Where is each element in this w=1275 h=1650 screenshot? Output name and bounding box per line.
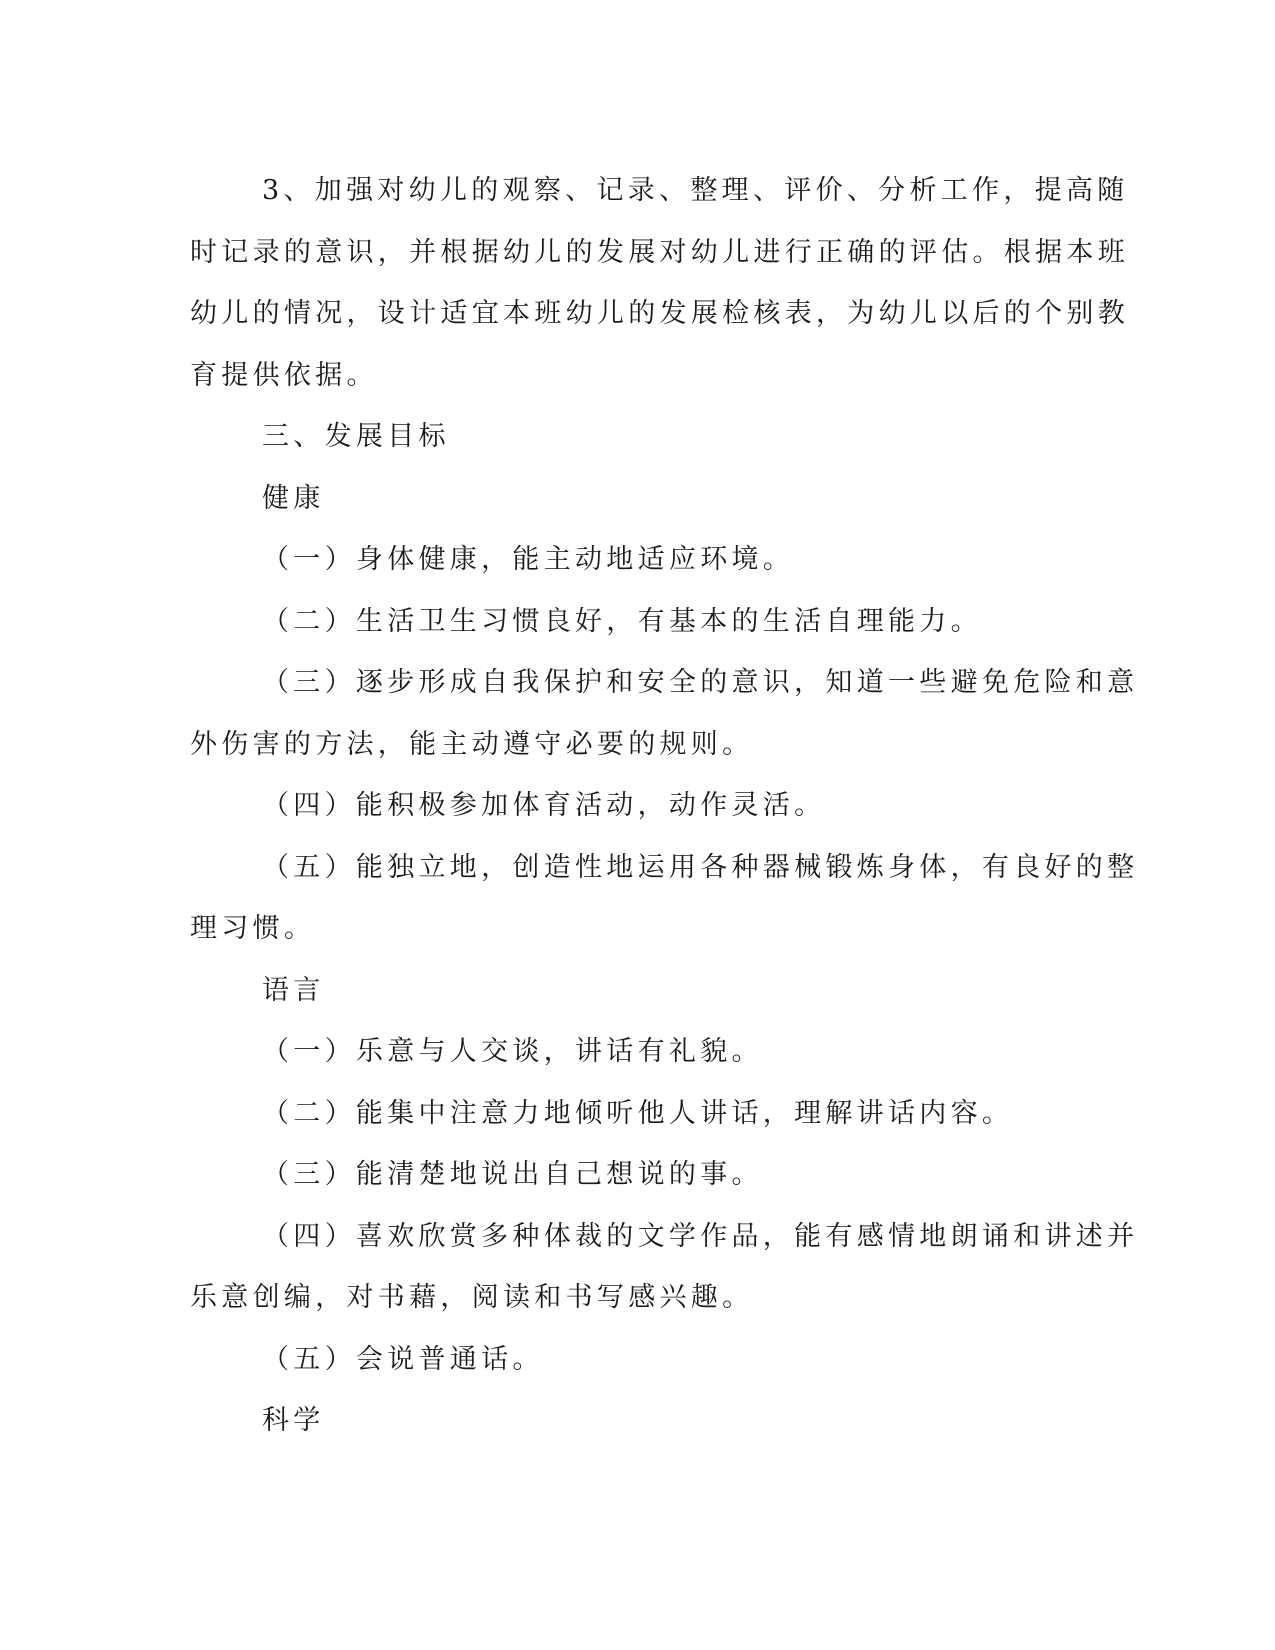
subsection-heading-language: 语言: [262, 974, 325, 1006]
list-item: （四）喜欢欣赏多种体裁的文学作品，能有感情地朗诵和讲述并: [262, 1220, 1139, 1252]
list-item: （三）逐步形成自我保护和安全的意识，知道一些避免危险和意: [262, 667, 1139, 698]
list-item: （五）能独立地，创造性地运用各种器械锻炼身体，有良好的整: [262, 851, 1139, 883]
list-item: （一）乐意与人交谈，讲话有礼貌。: [262, 1036, 763, 1067]
list-item: （一）身体健康，能主动地适应环境。: [262, 544, 795, 575]
list-item-continuation: 理习惯。: [190, 913, 316, 944]
list-item-continuation: 乐意创编，对书藉，阅读和书写感兴趣。: [190, 1282, 754, 1313]
list-item: （三）能清楚地说出自己想说的事。: [262, 1159, 763, 1190]
paragraph-line: 时记录的意识，并根据幼儿的发展对幼儿进行正确的评估。根据本班: [190, 236, 1129, 268]
list-item: （四）能积极参加体育活动，动作灵活。: [262, 790, 826, 821]
document-body: [190, 160, 1139, 1452]
list-item: （五）会说普通话。: [262, 1343, 544, 1375]
list-item: （二）生活卫生习惯良好，有基本的生活自理能力。: [262, 605, 982, 637]
subsection-heading-science: 科学: [262, 1405, 325, 1436]
subsection-heading-health: 健康: [262, 482, 325, 514]
paragraph-line: 育提供依据。: [190, 359, 378, 391]
paragraph-line: 3、加强对幼儿的观察、记录、整理、评价、分析工作，提高随: [262, 175, 1129, 206]
paragraph-line: 幼儿的情况，设计适宜本班幼儿的发展检核表，为幼儿以后的个别教: [190, 298, 1129, 329]
section-heading: 三、发展目标: [262, 421, 450, 452]
list-item-continuation: 外伤害的方法，能主动遵守必要的规则。: [190, 728, 754, 760]
list-item: （二）能集中注意力地倾听他人讲话，理解讲话内容。: [262, 1097, 1014, 1129]
